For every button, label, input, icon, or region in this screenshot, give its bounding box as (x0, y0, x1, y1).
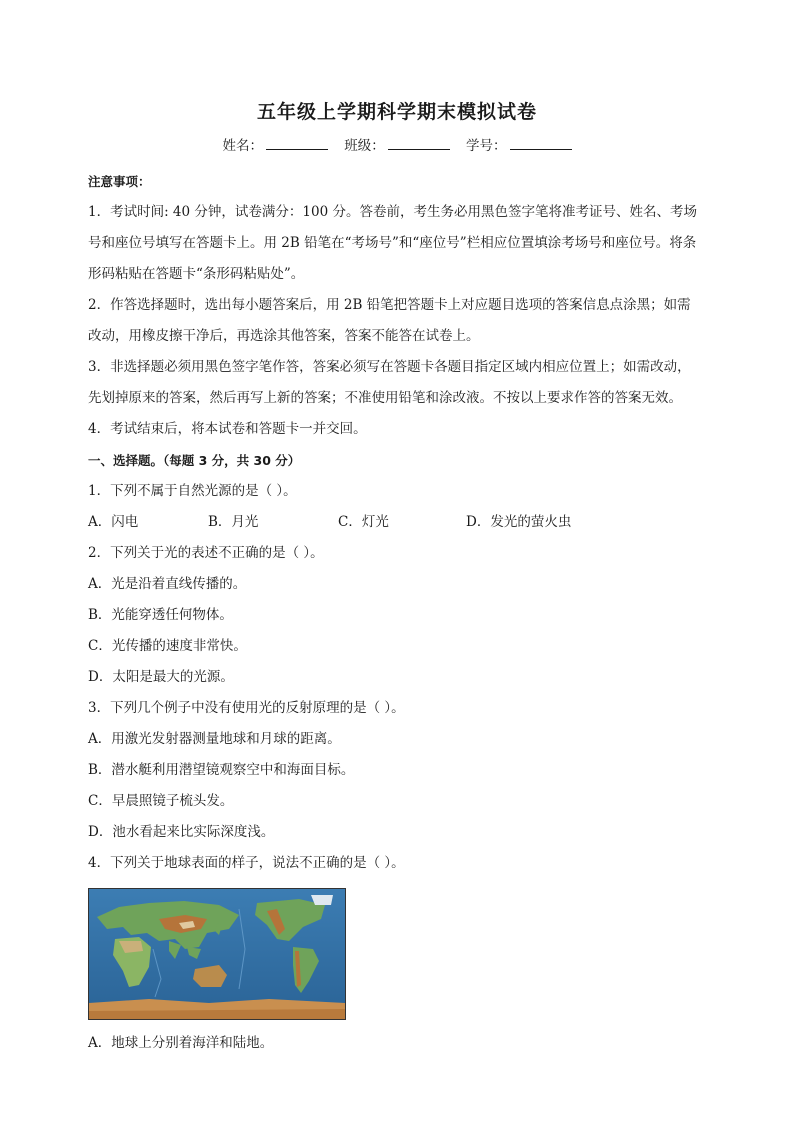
option-d: D．发光的萤火虫 (466, 514, 572, 530)
option-b: B．光能穿透任何物体。 (88, 607, 233, 623)
option-a: A．闪电 (88, 514, 139, 530)
question-stem: 3．下列几个例子中没有使用光的反射原理的是（ ）。 (88, 700, 405, 716)
notice-line: 号和座位号填写在答题卡上。用 2B 铅笔在“考场号”和“座位号”栏相应位置填涂考场号和座位号。将条 (88, 235, 697, 251)
student-info-row (0, 134, 794, 154)
class-field (344, 134, 450, 154)
option-c: C．灯光 (338, 514, 389, 530)
notice-line: 3．非选择题必须用黑色签字笔作答，答案必须写在答题卡各题目指定区域内相应位置上；如需改动， (88, 359, 691, 375)
name-label: 姓名： (222, 138, 263, 154)
option-b: B．潜水艇利用潜望镜观察空中和海面目标。 (88, 762, 355, 778)
notice-line: 2．作答选择题时，选出每小题答案后，用 2B 铅笔把答题卡上对应题目选项的答案信息点涂黑；如需 (88, 297, 691, 313)
option-a: A．用激光发射器测量地球和月球的距离。 (88, 731, 341, 747)
notice-line: 1．考试时间: 40 分钟，试卷满分：100 分。答卷前，考生务必用黑色签字笔将准考证号、姓名、考场 (88, 204, 697, 220)
option-d: D．太阳是最大的光源。 (88, 669, 234, 685)
name-field (222, 134, 328, 154)
question-stem: 2．下列关于光的表述不正确的是（ ）。 (88, 545, 324, 561)
id-blank (510, 137, 572, 150)
notice-line: 改动，用橡皮擦干净后，再选涂其他答案，答案不能答在试卷上。 (88, 328, 480, 344)
id-label: 学号： (466, 138, 507, 154)
option-a: A．地球上分别着海洋和陆地。 (88, 1035, 274, 1051)
question-stem: 4．下列关于地球表面的样子，说法不正确的是（ ）。 (88, 855, 405, 871)
question-options-row (88, 507, 718, 538)
notice-line: 先划掉原来的答案，然后再写上新的答案；不准使用铅笔和涂改液。不按以上要求作答的答案无效。 (88, 390, 682, 406)
page-title: 五年级上学期科学期末模拟试卷 (256, 101, 537, 123)
world-relief-map-icon (89, 889, 345, 1019)
option-d: D．池水看起来比实际深度浅。 (88, 824, 275, 840)
section-heading: 一、选择题。（每题 3 分，共 30 分） (88, 453, 301, 468)
id-field (466, 134, 572, 154)
option-c: C．早晨照镜子梳头发。 (88, 793, 234, 809)
world-map-image (88, 888, 346, 1020)
option-a: A．光是沿着直线传播的。 (88, 576, 247, 592)
exam-body (88, 166, 718, 1059)
notice-line: 形码粘贴在答题卡“条形码粘贴处”。 (88, 266, 305, 282)
class-label: 班级： (344, 138, 385, 154)
name-blank (266, 137, 328, 150)
notice-line: 4．考试结束后，将本试卷和答题卡一并交回。 (88, 421, 367, 437)
option-b: B．月光 (208, 514, 259, 530)
notice-heading: 注意事项： (88, 174, 151, 189)
option-c: C．光传播的速度非常快。 (88, 638, 247, 654)
class-blank (388, 137, 450, 150)
question-stem: 1．下列不属于自然光源的是（ ）。 (88, 483, 297, 499)
